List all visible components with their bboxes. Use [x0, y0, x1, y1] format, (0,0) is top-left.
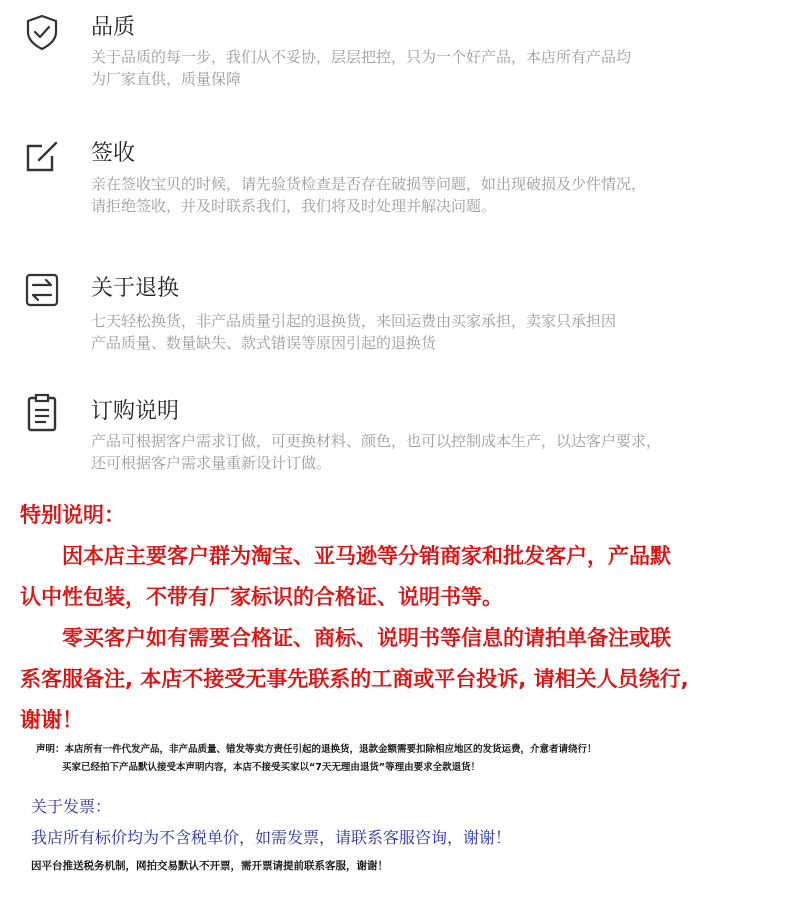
- disclaimer-line-1: 声明：本店所有一件代发产品，非产品质量、错发等卖方责任引起的退换货，退款金额需要扣除相应地区的发货运费，介意者请绕行！: [36, 744, 597, 755]
- clipboard-icon: [22, 393, 62, 433]
- section-title: 签收: [91, 141, 136, 166]
- section-title: 关于退换: [91, 276, 180, 301]
- invoice-heading: 关于发票：: [31, 797, 112, 816]
- special-paragraph-2: 零买客户如有需要合格证、商标、说明书等信息的请拍单备注或联 系客服备注, 本店不接受无事先联系的工商或平台投诉, 请相关人员绕行, 谢谢！: [20, 626, 689, 732]
- invoice-note: 因平台推送税务机制，网拍交易默认不开票，需开票请提前联系客服，谢谢！: [31, 860, 388, 872]
- special-paragraph-1: 因本店主要客户群为淘宝、亚马逊等分销商家和批发客户，产品默 认中性包装，不带有厂家标识的合格证、说明书等。: [20, 544, 671, 609]
- special-heading: 特别说明：: [20, 503, 125, 527]
- exchange-icon: [22, 270, 62, 310]
- section-returns: [0, 265, 790, 375]
- shield-check-icon: [22, 12, 62, 52]
- section-quality: [0, 0, 790, 110]
- section-title: 订购说明: [91, 399, 180, 424]
- section-description: 关于品质的每一步，我们从不妥协，层层把控，只为一个好产品，本店所有产品均 为厂家直供，质量保障: [91, 48, 632, 88]
- section-description: 产品可根据客户需求订做，可更换材料、颜色，也可以控制成本生产，以达客户要求， 还可根据客户需求量重新设计订做。: [91, 432, 662, 472]
- disclaimer-line-2: 买家已经拍下产品默认接受本声明内容，本店不接受买家以“7天无理由退货”等理由要求全款退货！: [62, 762, 481, 773]
- invoice-body: 我店所有标价均为不含税单价，如需发票，请联系客服咨询，谢谢！: [31, 828, 512, 847]
- section-description: 亲在签收宝贝的时候，请先验货检查是否存在破损等问题，如出现破损及少件情况， 请拒绝签收，并及时联系我们，我们将及时处理并解决问题。: [91, 175, 647, 215]
- edit-square-icon: [22, 136, 62, 176]
- section-signing: [0, 130, 790, 240]
- section-description: 七天轻松换货，非产品质量引起的退换货，来回运费由买家承担，卖家只承担因 产品质量、数量缺失、款式错误等原因引起的退换货: [91, 312, 617, 352]
- section-ordering: [0, 390, 790, 480]
- section-title: 品质: [91, 15, 136, 40]
